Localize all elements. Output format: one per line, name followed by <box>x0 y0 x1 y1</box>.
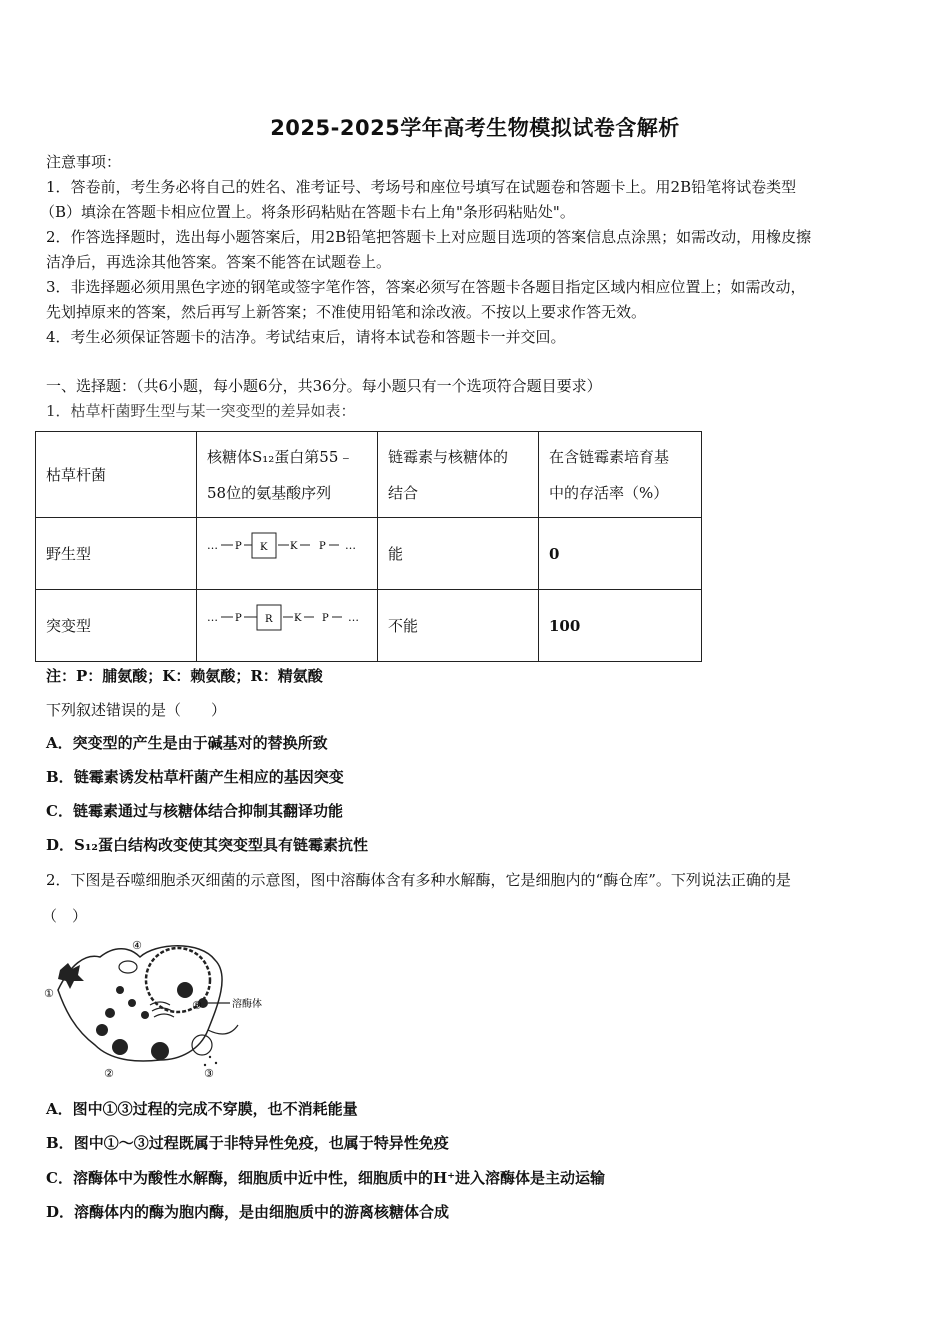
table-row <box>36 590 702 662</box>
residue-p: P <box>235 612 242 624</box>
notice-line: 4．考生必须保证答题卡的洁净。考试结束后，请将本试卷和答题卡一并交回。 <box>46 328 566 346</box>
mutation-table <box>35 431 702 662</box>
granule <box>96 1024 108 1036</box>
option-c[interactable]: C．链霉素通过与核糖体结合抑制其翻译功能 <box>46 802 343 820</box>
table-header-row <box>36 432 702 518</box>
ellipsis: … <box>207 538 218 552</box>
granule <box>141 1011 149 1019</box>
question-1-stem: 1．枯草杆菌野生型与某一突变型的差异如表： <box>46 402 356 420</box>
ellipsis: … <box>348 610 359 624</box>
table-note: 注：P：脯氨酸；K：赖氨酸；R：精氨酸 <box>46 667 323 685</box>
sequence-cell <box>197 518 378 590</box>
bacterium-icon <box>58 963 84 989</box>
phagocytosis-diagram <box>40 935 290 1080</box>
marker-2: ② <box>104 1067 114 1080</box>
residue-p: P <box>235 540 242 552</box>
residual-body-icon <box>192 1035 212 1055</box>
notice-line: 洁净后，再选涂其他答案。答案不能答在试题卷上。 <box>46 253 392 271</box>
header-cell: 在含链霉素培育基 中的存活率（%） <box>539 432 702 518</box>
question-2-answer-bracket: （ ） <box>42 907 88 925</box>
notice-line: （B）填涂在答题卡相应位置上。将条形码粘贴在答题卡右上角"条形码粘贴处"。 <box>40 203 575 221</box>
marker-3: ③ <box>204 1067 214 1080</box>
sequence-cell <box>197 590 378 662</box>
marker-4: ④ <box>132 939 142 952</box>
option-b[interactable]: B．链霉素诱发枯草杆菌产生相应的基因突变 <box>46 768 344 786</box>
option-d[interactable]: D．溶酶体内的酶为胞内酶，是由细胞质中的游离核糖体合成 <box>46 1203 450 1221</box>
option-a[interactable]: A．图中①③过程的完成不穿膜，也不消耗能量 <box>46 1100 358 1118</box>
option-c[interactable]: C．溶酶体中为酸性水解酶，细胞质中近中性，细胞质中的H⁺进入溶酶体是主动运输 <box>46 1169 606 1187</box>
residue-p: P <box>319 540 326 552</box>
residue-k-boxed: K <box>260 541 268 553</box>
survival-cell: 100 <box>539 590 702 662</box>
question-1-ask: 下列叙述错误的是（ ） <box>46 701 227 719</box>
option-b[interactable]: B．图中①～③过程既属于非特异性免疫，也属于特异性免疫 <box>46 1134 449 1152</box>
golgi-icon <box>150 1002 174 1017</box>
granule <box>116 986 124 994</box>
ellipsis: … <box>345 538 356 552</box>
binding-cell: 不能 <box>378 590 539 662</box>
nucleolus-icon <box>177 982 193 998</box>
survival-cell: 0 <box>539 518 702 590</box>
page-title: 2025-2025学年高考生物模拟试卷含解析 <box>270 116 680 140</box>
amino-acid-sequence <box>207 604 367 644</box>
phagosome-icon <box>112 1039 128 1055</box>
residue-k: K <box>290 540 298 552</box>
option-d[interactable]: D．S₁₂蛋白结构改变使其突变型具有链霉素抗性 <box>46 836 368 854</box>
header-cell: 核糖体S₁₂蛋白第55﹣ 58位的氨基酸序列 <box>197 432 378 518</box>
residue-k: K <box>294 612 302 624</box>
option-a[interactable]: A．突变型的产生是由于碱基对的替换所致 <box>46 734 328 752</box>
table-row <box>36 518 702 590</box>
notice-line: 先划掉原来的答案，然后再写上新答案；不准使用铅笔和涂改液。不按以上要求作答无效。 <box>46 303 647 321</box>
strain-cell: 野生型 <box>36 518 197 590</box>
notice-line: 2．作答选择题时，选出每小题答案后，用2B铅笔把答题卡上对应题目选项的答案信息点涂黑；如需改动，用橡皮擦 <box>46 228 812 246</box>
header-cell: 枯草杆菌 <box>36 432 197 518</box>
question-2-stem: 2．下图是吞噬细胞杀灭细菌的示意图，图中溶酶体含有多种水解酶，它是细胞内的“酶仓库”。下列说法正确的是 <box>46 871 791 889</box>
notice-line: 1．答卷前，考生务必将自己的姓名、准考证号、考场号和座位号填写在试题卷和答题卡上。用2B铅笔将试卷类型 <box>46 178 797 196</box>
ellipsis: … <box>207 610 218 624</box>
marker-1: ① <box>44 987 54 1000</box>
residue-p: P <box>322 612 329 624</box>
amino-acid-sequence <box>207 532 367 572</box>
granule <box>128 999 136 1007</box>
marker-5: ⑤ <box>192 999 202 1012</box>
header-cell: 链霉素与核糖体的 结合 <box>378 432 539 518</box>
phagolysosome-icon <box>151 1042 169 1060</box>
strain-cell: 突变型 <box>36 590 197 662</box>
lysosome-label: 溶酶体 <box>232 999 262 1010</box>
residue-r-boxed: R <box>265 613 273 625</box>
binding-cell: 能 <box>378 518 539 590</box>
notice-heading: 注意事项： <box>46 153 122 171</box>
notice-line: 3．非选择题必须用黑色字迹的钢笔或签字笔作答，答案必须写在答题卡各题目指定区域内相应位置上；如需改动， <box>46 278 806 296</box>
vesicle-icon <box>119 961 137 973</box>
granule <box>105 1008 115 1018</box>
section-heading: 一、选择题：（共6小题，每小题6分，共36分。每小题只有一个选项符合题目要求） <box>46 377 602 395</box>
